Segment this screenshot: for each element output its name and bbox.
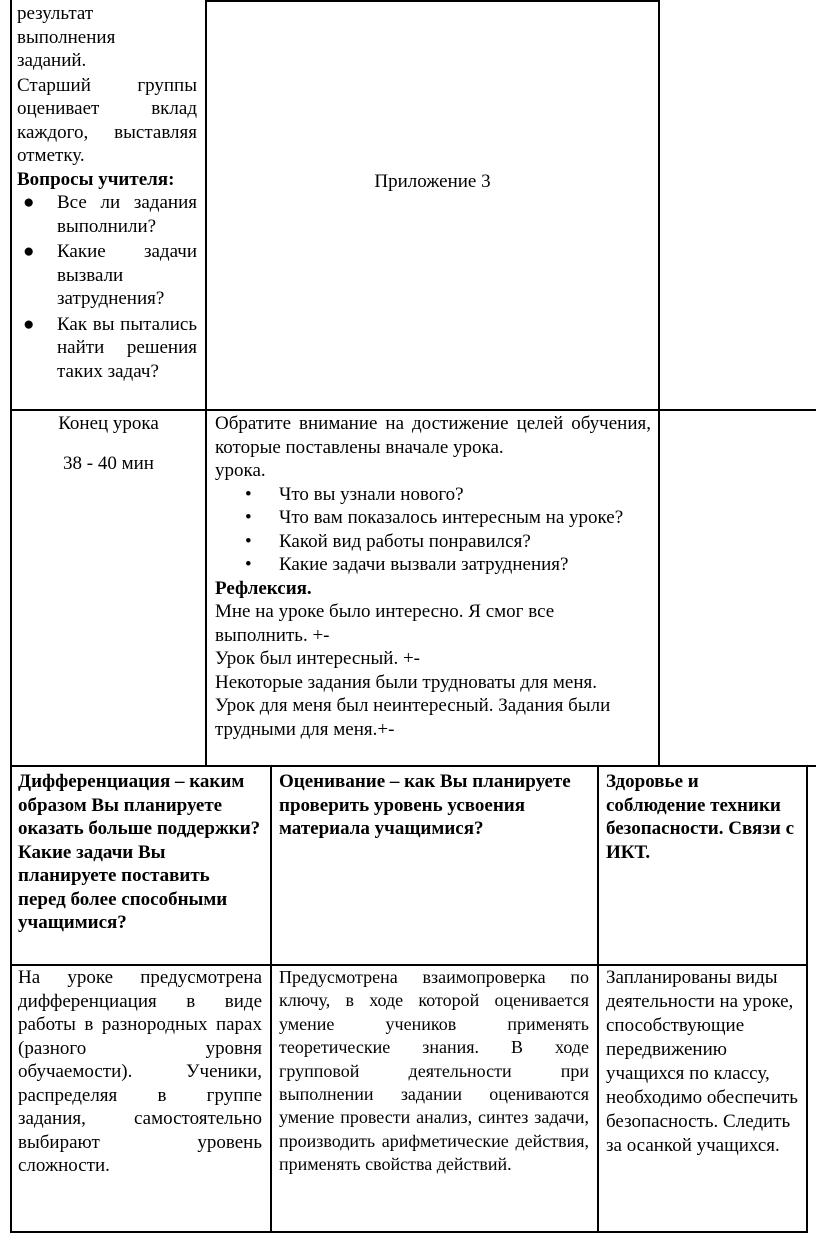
end-lesson-content [215,412,651,741]
list-item: • Что вам показалось интересным на уроке? [245,507,624,528]
bullet-icon: ● [23,192,35,213]
table-border [205,0,660,2]
reflection-line: Урок был интересный. +- [215,648,420,669]
list-item: • Что вы узнали нового? [245,483,464,505]
intro-tail: урока. [215,460,266,481]
list-item: • Какой вид работы понравился? [245,530,531,552]
table-border [10,409,816,411]
list-item: ● Все ли задания выполнили? [23,192,197,237]
result-line: выполнения [17,26,116,48]
reflection-line: Урок для меня был неинтересный. Задания были трудными для меня.+- [215,695,611,740]
reflection-line: Некоторые задания были трудноваты для меня. [215,671,598,693]
teacher-questions [17,191,197,383]
result-line: результат [17,3,94,24]
bullet-icon: ● [23,313,35,335]
assessment-header: Оценивание – как Вы планируете проверить уровень усвоения материала учащимися? [279,771,571,839]
reflection-heading: Рефлексия. [215,577,312,599]
table-border [597,765,599,1233]
bullet-icon: • [245,483,252,505]
appendix-cell [207,170,658,194]
list-item: ● Как вы пытались найти решения таких задач? [23,313,197,382]
questions-heading: Вопросы учителя: [17,168,175,190]
intro-text: Обратите внимание на достижение целей обучения, которые поставлены вначале урока. [215,413,651,458]
stage-cell [12,412,205,475]
result-line: заданий. [17,50,87,71]
bullet-icon: • [245,530,252,552]
bullet-icon: ● [23,241,35,262]
stage-label: Конец урока [58,413,159,434]
table-border [10,0,12,765]
table-border [10,765,12,1233]
senior-text: Старший группы оценивает вклад каждого, выставляя отметку. [17,74,197,166]
table-border [806,765,808,1233]
differentiation-header: Дифференциация – каким образом Вы планируете оказать больше поддержки? Какие задачи Вы планируете поставить перед более способными учащимися? [18,771,261,933]
stage-time: 38 - 40 мин [63,452,154,474]
assessment-text: Предусмотрена взаимопроверка по ключу, в ходе которой оценивается умение учеников применять теоретические знания. В ходе групповой деятельности при выполнении задании оцениваются умение провести анализ, синтез задачи, производить арифметические действия, применять свойства действий. [279,967,589,1175]
table-border [658,0,660,765]
list-item: ● Какие задачи вызвали затруднения? [23,241,197,309]
bullet-icon: • [245,507,252,528]
top-left-cell [17,2,197,383]
table-border [10,765,816,767]
appendix-label: Приложение 3 [374,171,491,192]
lesson-questions [215,483,651,577]
health-text: Запланированы виды деятельности на уроке, способствующие передвижению учащихся по классу, необходимо обеспечить безопасность. Следить за осанкой учащихся. [606,967,798,1156]
list-item: • Какие задачи вызвали затруднения? [245,554,569,575]
table-border [270,765,272,1233]
reflection-line: Мне на уроке было интересно. Я смог все выполнить. +- [215,601,555,646]
table-border [205,0,207,765]
bullet-icon: • [245,554,252,575]
table-border [10,1231,808,1233]
health-header: Здоровье и соблюдение техники безопасности. Связи с ИКТ. [606,771,795,863]
differentiation-text: На уроке предусмотрена дифференциация в виде работы в разнородных парах (разного уровня обучаемости). Ученики, распределяя в группе задания, самостоятельно выбирают уровень сложности. [18,967,262,1176]
